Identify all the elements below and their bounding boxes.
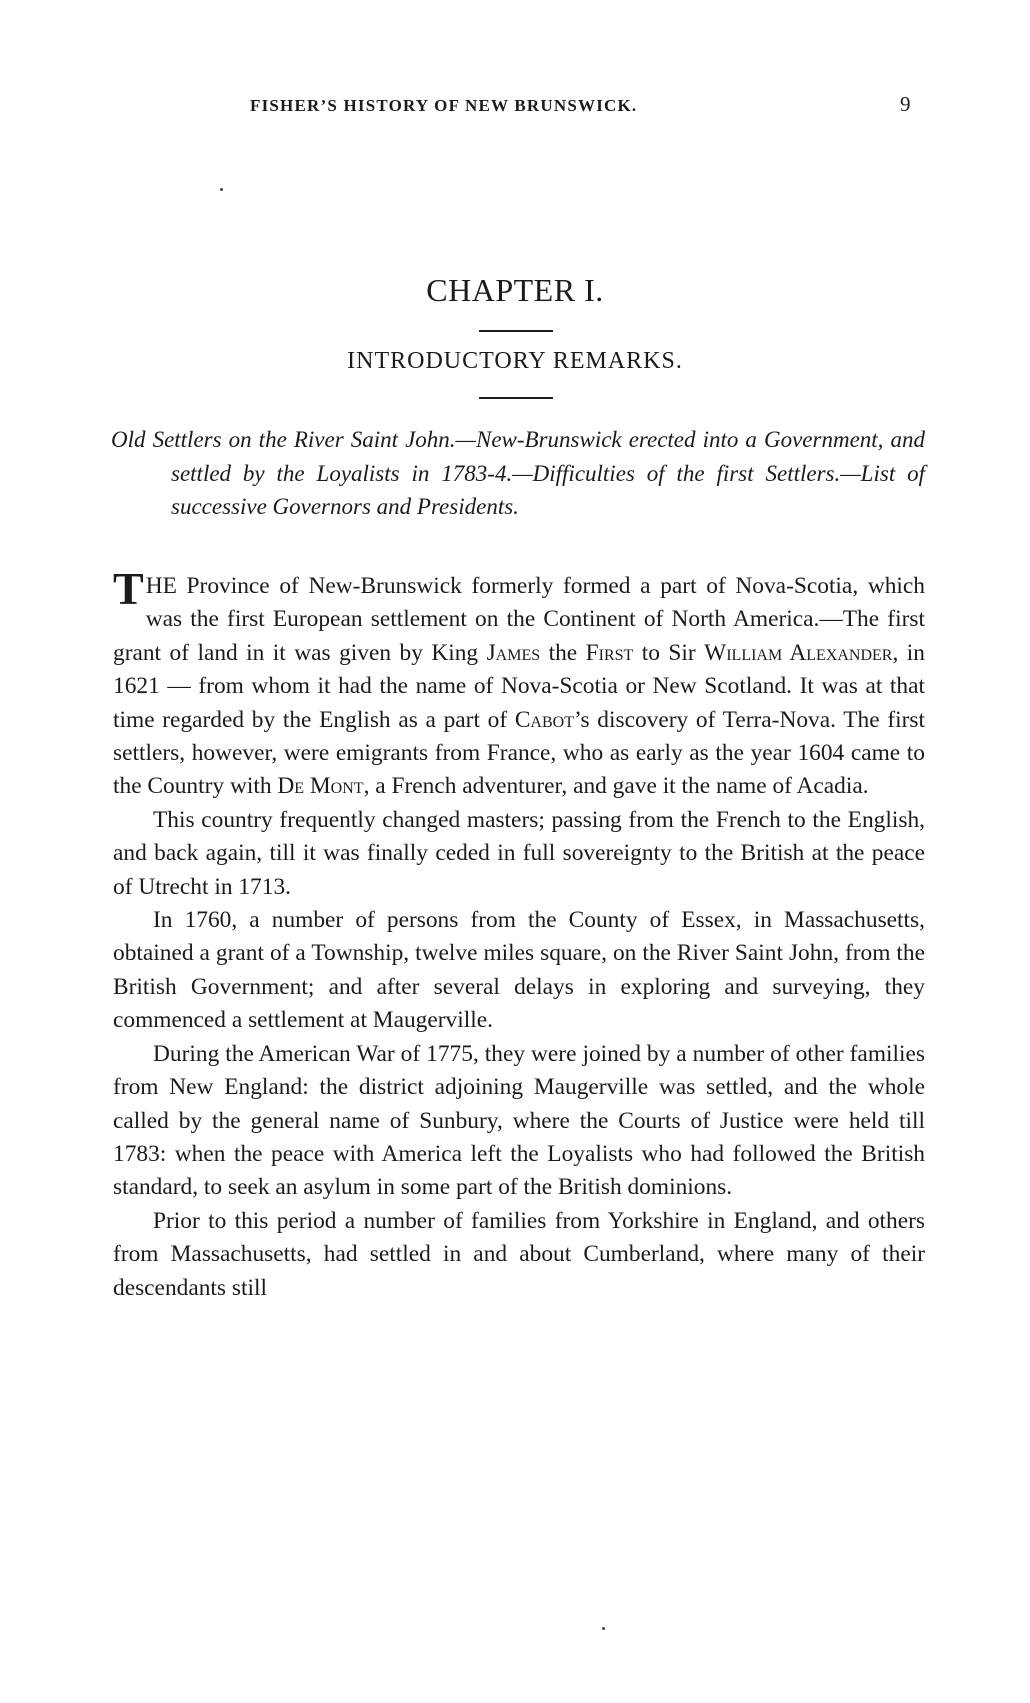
paragraph-4: During the American War of 1775, they were joined by a number of other families from New England: the district adjoining Maugerville was settled, and the whole called by the general name of Sunbury, where the Courts of Justice were held till 1783: when the peace with America left the Loyalists who had followed the British standard, to seek an asylum in some part of the British dominions. — [113, 1040, 925, 1201]
paragraph-1-text-b: the — [540, 639, 586, 666]
paragraph-1-text-a: HE Province of New-Brunswick formerly formed a part of Nova-Scotia, which was the first European settlement on the Continent of North America.—The first grant of land in it was given by King — [113, 573, 925, 666]
name-william-alexander: William Alexander — [704, 639, 893, 666]
drop-cap: T — [113, 563, 144, 614]
stray-dot-bottom — [602, 1627, 605, 1630]
running-title: FISHER’S HISTORY OF NEW BRUNSWICK. — [250, 96, 638, 115]
body-text — [113, 563, 925, 1305]
paragraph-5: Prior to this period a number of families from Yorkshire in England, and others from Massachusetts, had settled in and about Cumberland, where many of their descendants still — [113, 1207, 925, 1301]
paragraph-1 — [113, 563, 925, 804]
name-de-mont: De Mont — [277, 773, 364, 800]
paragraph-1-text-e: ’s discovery of Terra-Nova. The first settlers, however, were emigrants from France, who as early as the year 1604 came to the Country with — [113, 706, 925, 800]
paragraph-2: This country frequently changed masters; passing from the French to the English, and back again, till it was finally ceded in full sovereignty to the British at the peace of Utrecht in 1713. — [113, 806, 925, 900]
running-head — [0, 92, 1030, 126]
paragraph-1-text-c: to Sir — [633, 639, 705, 666]
chapter-title: CHAPTER I. — [426, 272, 604, 308]
chapter-rule-top — [479, 330, 553, 332]
page-number: 9 — [900, 92, 911, 116]
chapter-subtitle: INTRODUCTORY REMARKS. — [347, 348, 683, 374]
name-first: First — [585, 639, 634, 666]
paragraph-1-text-f: , a French adventurer, and gave it the name of Acadia. — [363, 773, 869, 800]
paragraph-3: In 1760, a number of persons from the County of Essex, in Massachusetts, obtained a grant of a Township, twelve miles square, on the River Saint John, from the British Government; and after several delays in exploring and surveying, they commenced a settlement at Maugerville. — [113, 907, 925, 1034]
chapter-rule-bottom — [479, 397, 553, 399]
chapter-synopsis: Old Settlers on the River Saint John.—New-Brunswick erected into a Government, and settled by the Loyalists in 1783-4.—Difficulties of the first Settlers.—List of successive Governors and Presidents. — [111, 427, 925, 519]
stray-dot-top — [220, 188, 223, 191]
name-cabot: Cabot — [514, 706, 574, 733]
name-james: James — [486, 639, 541, 666]
paragraph-1-text-d: , in 1621 — from whom it had the name of Nova-Scotia or New Scotland. It was at that time regarded by the English as a part of — [113, 639, 925, 733]
